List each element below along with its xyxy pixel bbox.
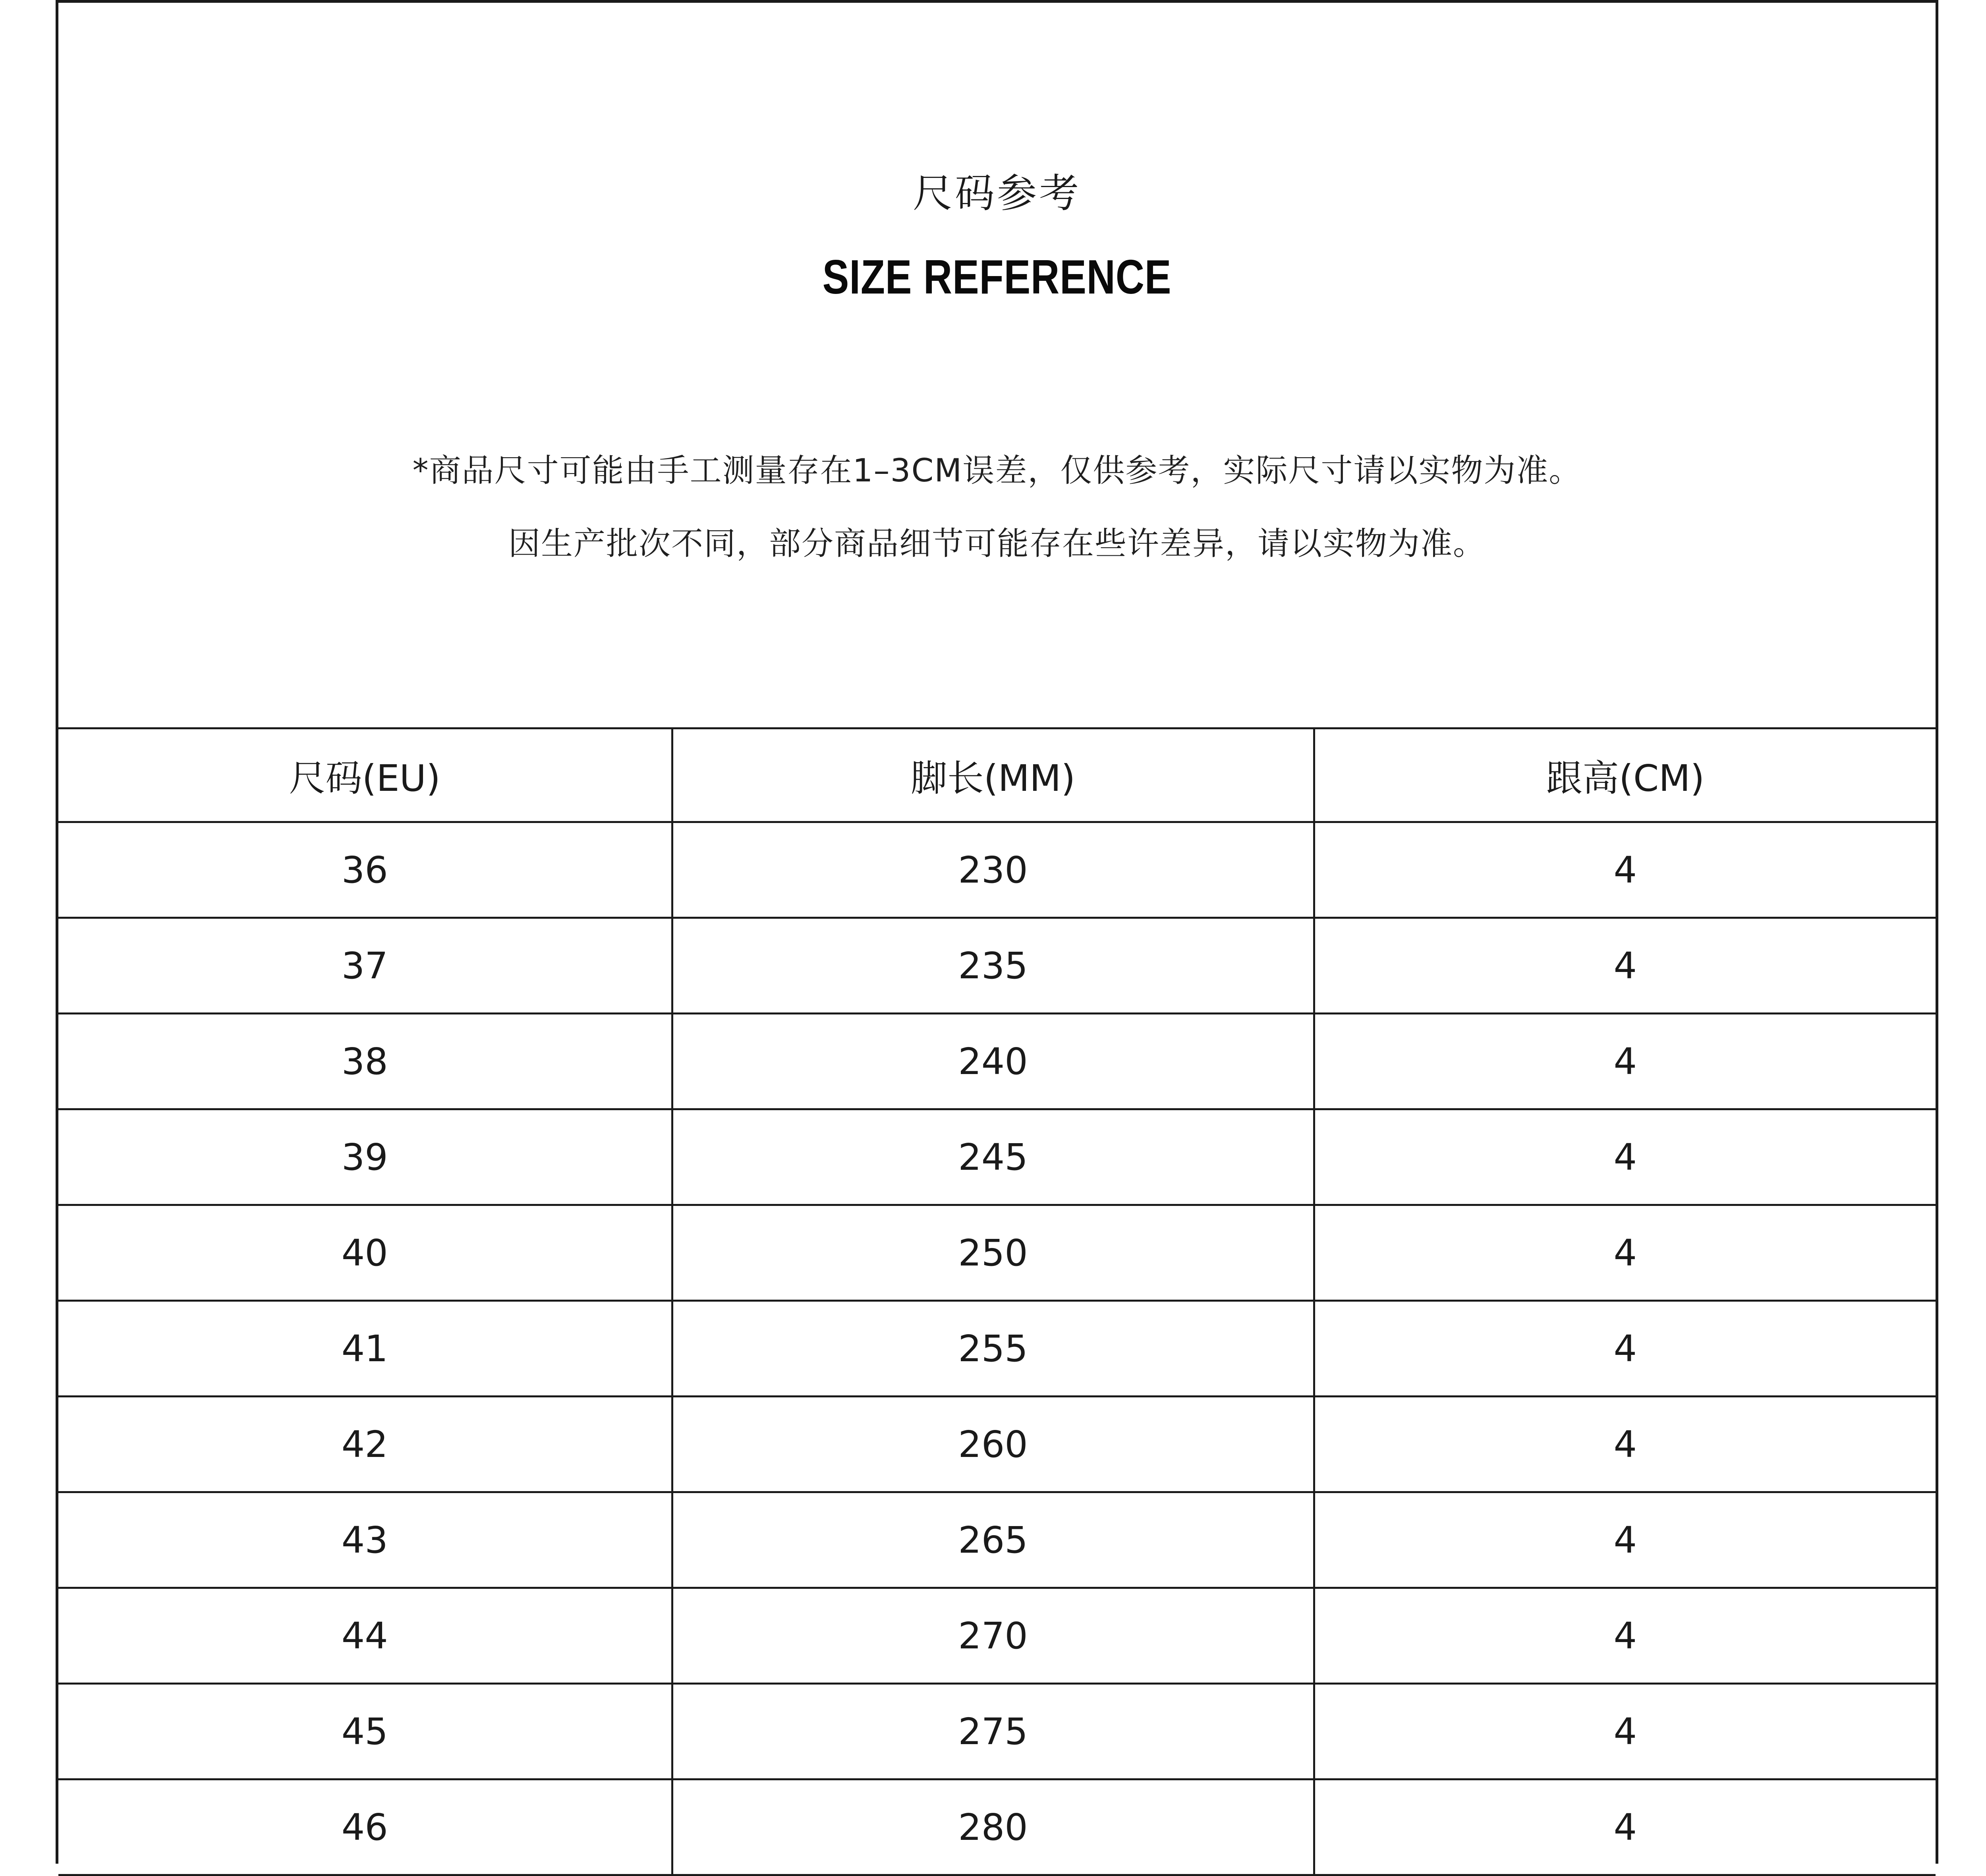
cell-foot-length: 245 xyxy=(672,1109,1314,1205)
cell-size-eu: 43 xyxy=(58,1492,672,1588)
cell-heel-height: 4 xyxy=(1314,1492,1936,1588)
cell-heel-height: 4 xyxy=(1314,1779,1936,1875)
measurement-note: *商品尺寸可能由手工测量存在1–3CM误差，仅供参考，实际尺寸请以实物为准。 xyxy=(412,452,1582,489)
cell-heel-height: 4 xyxy=(1314,822,1936,918)
cell-foot-length: 275 xyxy=(672,1684,1314,1779)
cell-foot-length: 270 xyxy=(672,1588,1314,1684)
cell-foot-length: 235 xyxy=(672,918,1314,1014)
cell-size-eu: 41 xyxy=(58,1301,672,1397)
cell-heel-height: 4 xyxy=(1314,1205,1936,1301)
cell-size-eu: 37 xyxy=(58,918,672,1014)
cell-size-eu: 44 xyxy=(58,1588,672,1684)
cell-size-eu: 45 xyxy=(58,1684,672,1779)
cell-size-eu: 46 xyxy=(58,1779,672,1875)
size-reference-panel xyxy=(56,0,1938,1864)
cell-size-eu: 42 xyxy=(58,1397,672,1492)
cell-size-eu: 39 xyxy=(58,1109,672,1205)
cell-size-eu: 36 xyxy=(58,822,672,918)
batch-note: 因生产批次不同，部分商品细节可能存在些许差异，请以实物为准。 xyxy=(508,525,1486,562)
column-header-heel-height: 跟高(CM) xyxy=(1314,728,1936,822)
cell-heel-height: 4 xyxy=(1314,1301,1936,1397)
table-row xyxy=(58,1109,1936,1205)
table-row xyxy=(58,1301,1936,1397)
cell-foot-length: 250 xyxy=(672,1205,1314,1301)
cell-heel-height: 4 xyxy=(1314,1397,1936,1492)
cell-size-eu: 38 xyxy=(58,1014,672,1109)
table-row xyxy=(58,1588,1936,1684)
size-table xyxy=(58,727,1936,1876)
cell-foot-length: 230 xyxy=(672,822,1314,918)
cell-heel-height: 4 xyxy=(1314,1588,1936,1684)
table-row xyxy=(58,822,1936,918)
page-title-en: SIZE REFERENCE xyxy=(822,250,1172,304)
column-header-foot-length: 脚长(MM) xyxy=(672,728,1314,822)
table-row xyxy=(58,1684,1936,1779)
cell-foot-length: 260 xyxy=(672,1397,1314,1492)
cell-foot-length: 265 xyxy=(672,1492,1314,1588)
page-title-cn: 尺码参考 xyxy=(913,170,1081,216)
column-header-size-eu: 尺码(EU) xyxy=(58,728,672,822)
cell-foot-length: 240 xyxy=(672,1014,1314,1109)
table-row xyxy=(58,1205,1936,1301)
cell-heel-height: 4 xyxy=(1314,1014,1936,1109)
table-row xyxy=(58,1779,1936,1875)
cell-foot-length: 255 xyxy=(672,1301,1314,1397)
cell-size-eu: 40 xyxy=(58,1205,672,1301)
cell-foot-length: 280 xyxy=(672,1779,1314,1875)
table-header-row xyxy=(58,728,1936,822)
table-row xyxy=(58,1492,1936,1588)
table-row xyxy=(58,918,1936,1014)
table-row xyxy=(58,1014,1936,1109)
cell-heel-height: 4 xyxy=(1314,918,1936,1014)
cell-heel-height: 4 xyxy=(1314,1109,1936,1205)
table-row xyxy=(58,1397,1936,1492)
cell-heel-height: 4 xyxy=(1314,1684,1936,1779)
